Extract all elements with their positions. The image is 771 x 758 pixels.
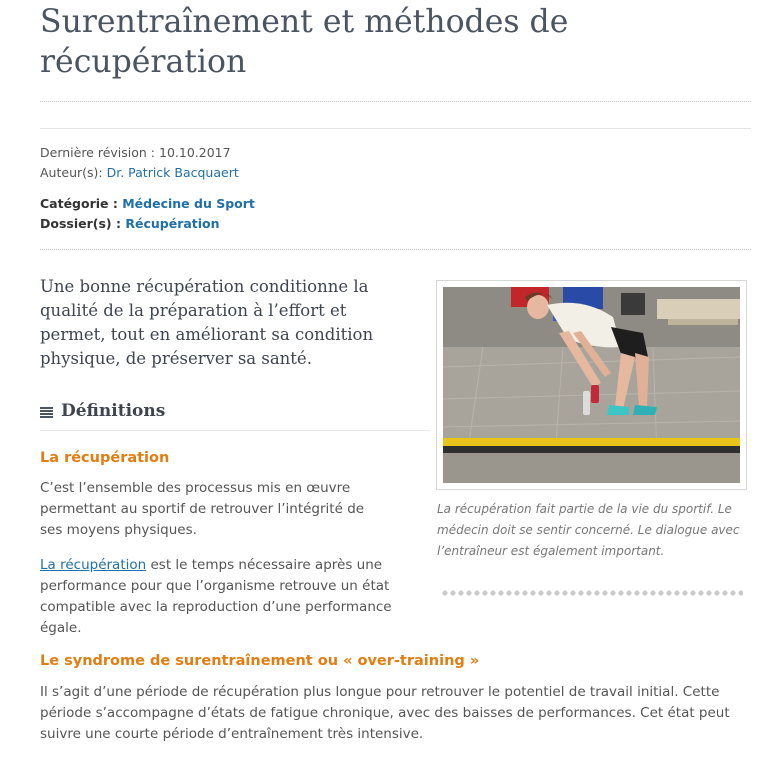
category-link[interactable]: Médecine du Sport [122,196,255,211]
recuperation-paragraph-1: C’est l’ensemble des processus mis en œuvre permettant au sportif de retrouver l’intégrité de ses moyens physiques. [40,480,365,538]
dossier-label: Dossier(s) : [40,216,121,231]
recuperation-paragraph-2 [40,555,395,639]
recuperation-subheading: La récupération [40,450,170,466]
runner-photo [443,287,740,483]
figure-caption: La récupération fait partie de la vie du sportif. Le médecin doit se sentir concerné. Le dialogue avec l’entraîneur est également important. [437,502,740,558]
authors-line [40,163,239,183]
list-icon [40,407,53,418]
definitions-heading [40,400,430,431]
authors-label: Auteur(s): [40,165,103,180]
title-divider [40,101,751,102]
meta-bottom-divider [40,249,751,250]
dotted-separator [441,589,743,597]
author-link[interactable]: Dr. Patrick Bacquaert [106,165,239,180]
recuperation-inline-link[interactable]: La récupération [40,557,147,573]
dossier-line [40,214,220,234]
category-line [40,194,255,214]
article-figure[interactable] [436,280,747,490]
lead-paragraph: Une bonne récupération conditionne la qualité de la préparation à l’effort et permet, tout en améliorant sa condition physique, de préserver sa santé. [40,277,374,368]
revision-line [40,143,231,163]
definitions-heading-text: Définitions [61,401,166,421]
page-title: Surentraînement et méthodes de récupération [40,4,569,80]
syndrome-subheading: Le syndrome de surentraînement ou « over-training » [40,653,480,669]
category-label: Catégorie : [40,196,118,211]
recuperation-paragraph-2-text: est le temps nécessaire après une performance pour que l’organisme retrouve un état compatible avec la reproduction d’une performance égale. [40,557,392,636]
revision-date: 10.10.2017 [159,145,231,160]
meta-top-divider [40,128,751,129]
revision-label: Dernière révision : [40,145,156,160]
syndrome-paragraph: Il s’agit d’une période de récupération plus longue pour retrouver le potentiel de travail initial. Cette période s’accompagne d’états de fatigue chronique, avec des baisses de performances. Cet état peut suivre une courte période d’entraînement très intensive. [40,684,730,742]
dossier-link[interactable]: Récupération [125,216,220,231]
